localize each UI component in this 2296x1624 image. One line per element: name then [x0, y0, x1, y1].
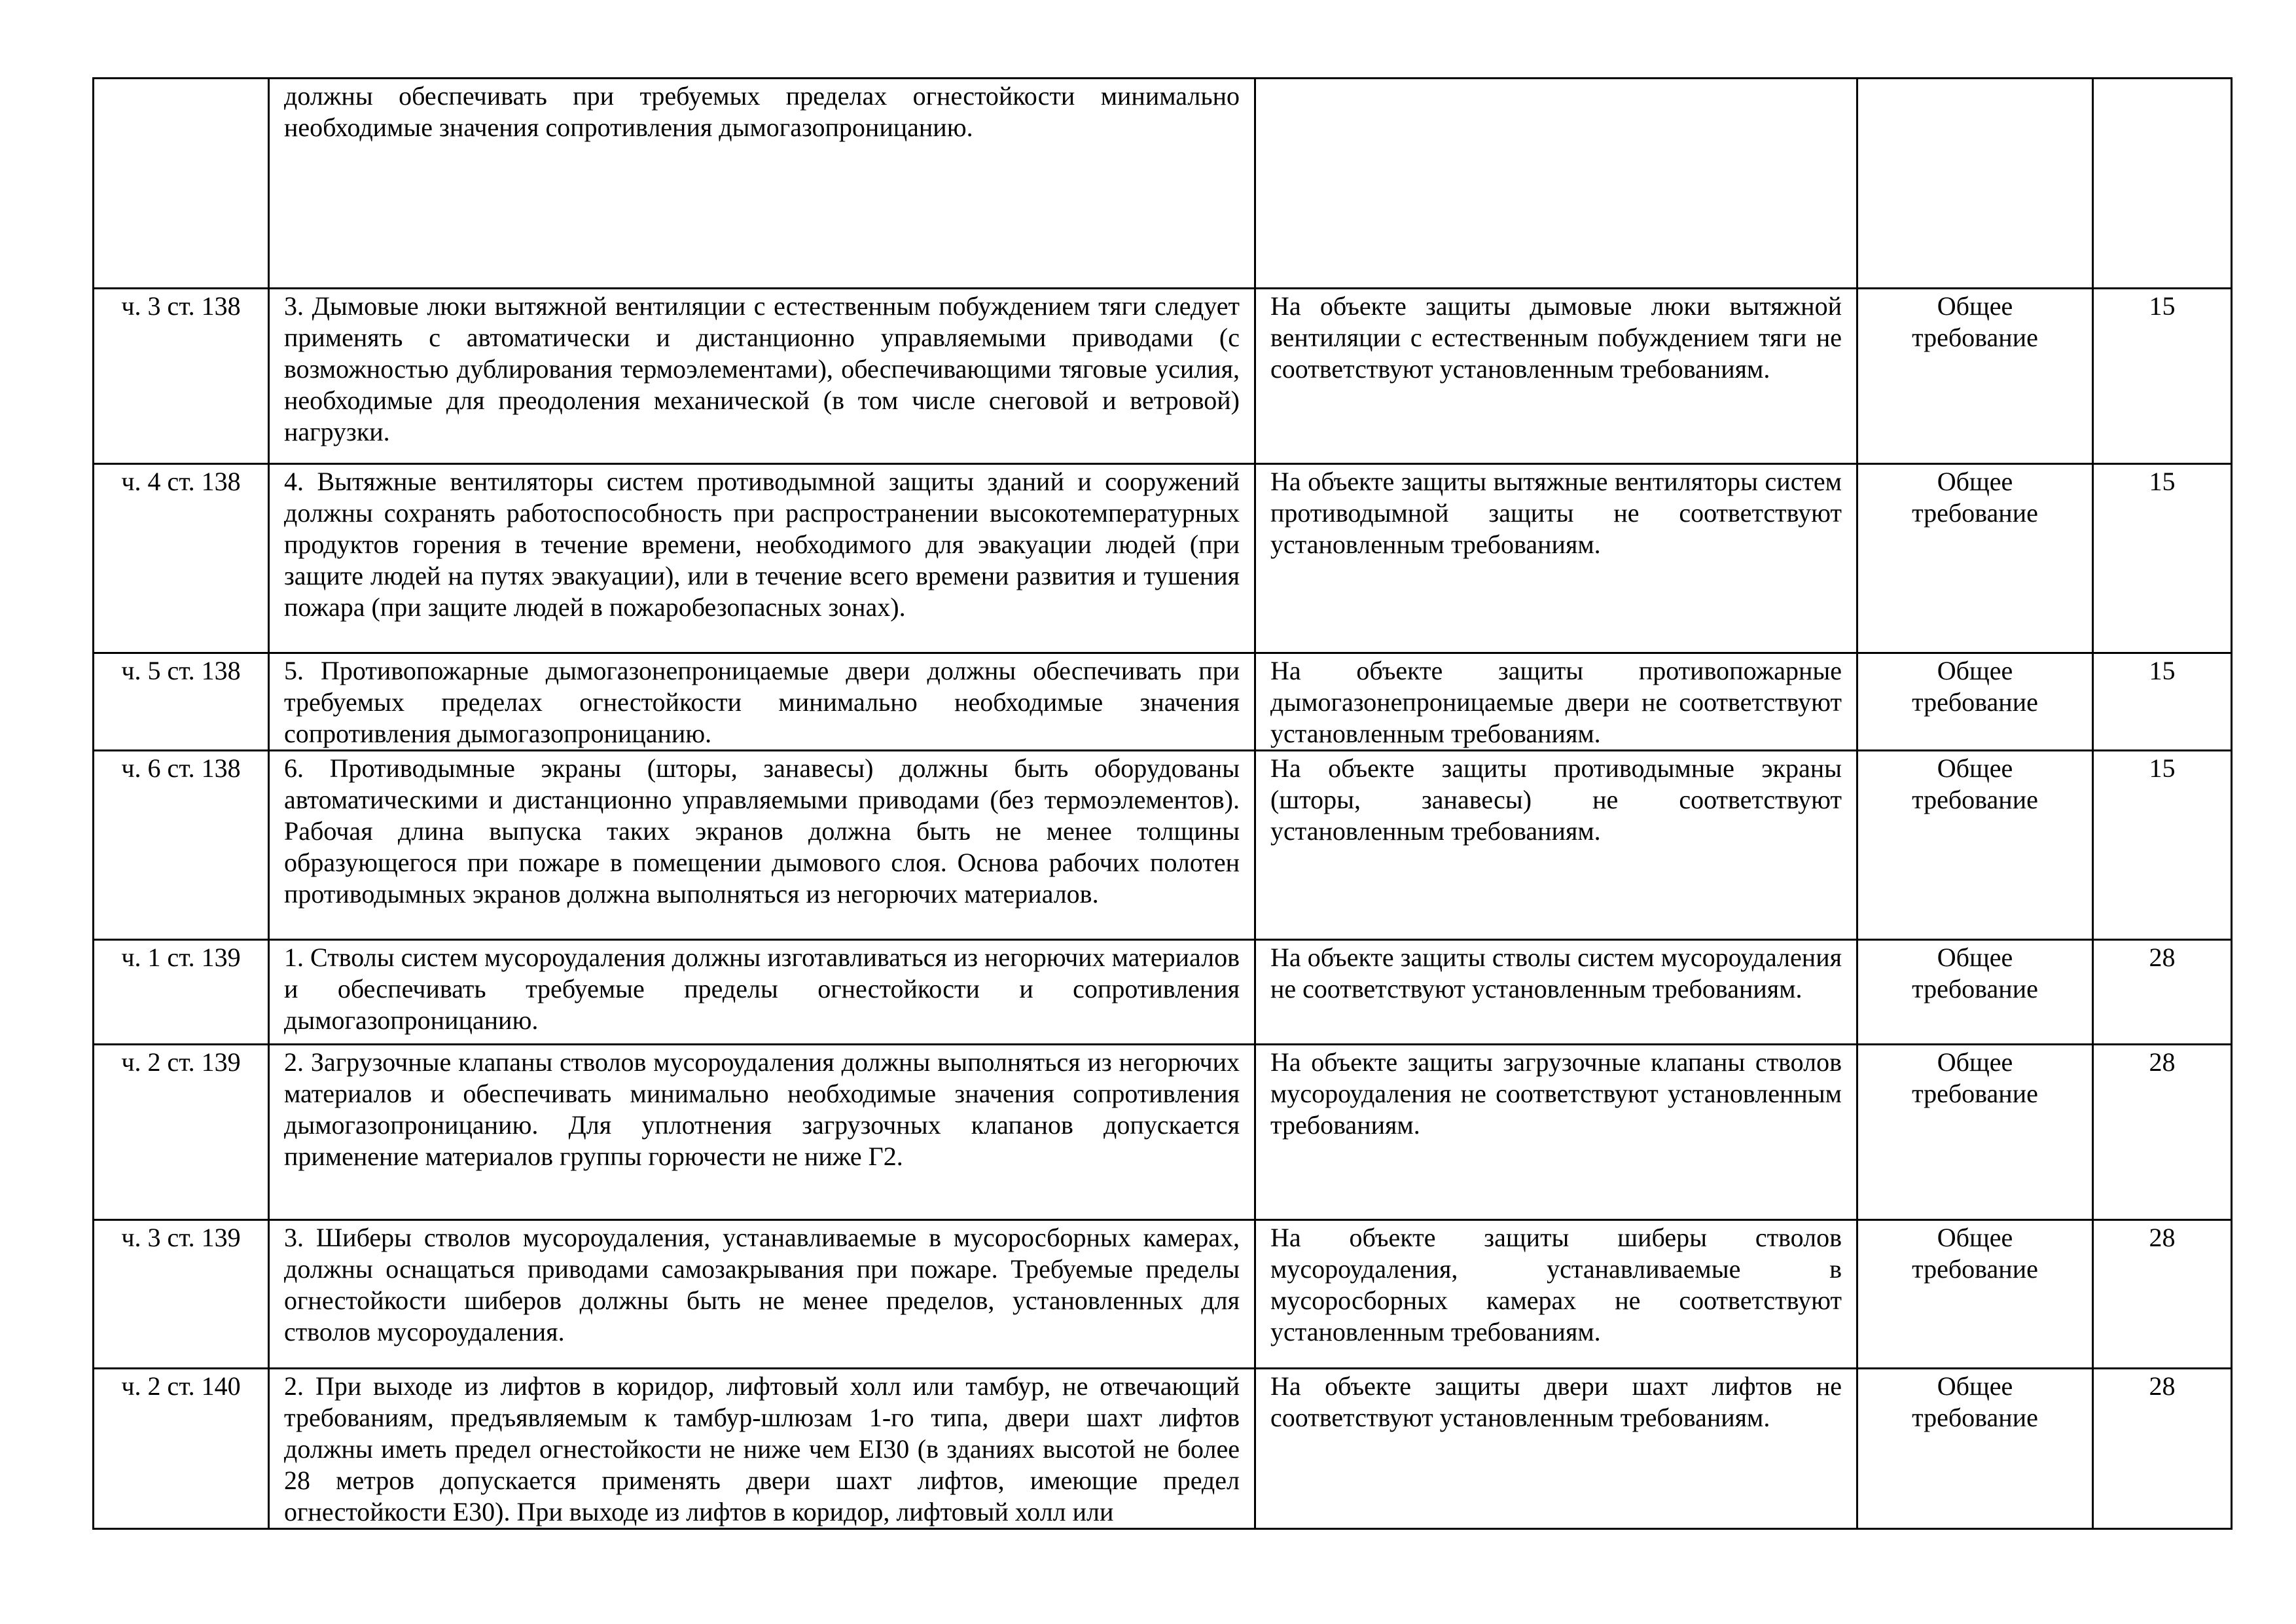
article-cell: ч. 1 ст. 139 [94, 940, 269, 1045]
article-cell: ч. 4 ст. 138 [94, 464, 269, 653]
number-cell: 28 [2093, 1045, 2232, 1220]
requirements-table [92, 77, 2233, 1530]
requirement-cell: 2. Загрузочные клапаны стволов мусороудаления должны выполняться из негорючих материалов и обеспечивать минимально необходимые значения сопротивления дымогазопроницанию. Для уплотнения загрузочных клапанов допускается применение материалов группы горючести не ниже Г2. [269, 1045, 1255, 1220]
number-cell: 15 [2093, 751, 2232, 940]
table-row [94, 464, 2232, 653]
number-cell [2093, 79, 2232, 289]
table-row [94, 79, 2232, 289]
number-cell: 15 [2093, 464, 2232, 653]
requirement-cell: 4. Вытяжные вентиляторы систем противодымной защиты зданий и сооружений должны сохранять работоспособность при распространении высокотемпературных продуктов горения в течение времени, необходимого для эвакуации людей (при защите людей на путях эвакуации), или в течение всего времени развития и тушения пожара (при защите людей в пожаробезопасных зонах). [269, 464, 1255, 653]
finding-cell: На объекте защиты шиберы стволов мусороудаления, устанавливаемые в мусоросборных камерах не соответствуют установленным требованиям. [1255, 1220, 1857, 1369]
type-cell: Общее требование [1857, 940, 2093, 1045]
article-cell: ч. 3 ст. 138 [94, 289, 269, 464]
number-cell: 15 [2093, 289, 2232, 464]
type-cell: Общее требование [1857, 1045, 2093, 1220]
number-cell: 15 [2093, 653, 2232, 751]
number-cell: 28 [2093, 1220, 2232, 1369]
number-cell: 28 [2093, 940, 2232, 1045]
requirement-cell: 3. Шиберы стволов мусороудаления, устанавливаемые в мусоросборных камерах, должны оснащаться приводами самозакрывания при пожаре. Требуемые пределы огнестойкости шиберов должны быть не менее пределов, установленных для стволов мусороудаления. [269, 1220, 1255, 1369]
finding-cell: На объекте защиты загрузочные клапаны стволов мусороудаления не соответствуют установленным требованиям. [1255, 1045, 1857, 1220]
article-cell: ч. 6 ст. 138 [94, 751, 269, 940]
finding-cell: На объекте защиты вытяжные вентиляторы систем противодымной защиты не соответствуют установленным требованиям. [1255, 464, 1857, 653]
type-cell: Общее требование [1857, 1369, 2093, 1529]
finding-cell [1255, 79, 1857, 289]
article-cell: ч. 5 ст. 138 [94, 653, 269, 751]
requirement-cell: 3. Дымовые люки вытяжной вентиляции с естественным побуждением тяги следует применять с автоматически и дистанционно управляемыми приводами (с возможностью дублирования термоэлементами), обеспечивающими тяговые усилия, необходимые для преодоления механической (в том числе снеговой и ветровой) нагрузки. [269, 289, 1255, 464]
table-row [94, 1045, 2232, 1220]
finding-cell: На объекте защиты дымовые люки вытяжной вентиляции с естественным побуждением тяги не соответствуют установленным требованиям. [1255, 289, 1857, 464]
requirement-cell: 2. При выходе из лифтов в коридор, лифтовый холл или тамбур, не отвечающий требованиям, предъявляемым к тамбур-шлюзам 1-го типа, двери шахт лифтов должны иметь предел огнестойкости не ниже чем EI30 (в зданиях высотой не более 28 метров допускается применять двери шахт лифтов, имеющие предел огнестойкости E30). При выходе из лифтов в коридор, лифтовый холл или [269, 1369, 1255, 1529]
requirement-cell: 1. Стволы систем мусороудаления должны изготавливаться из негорючих материалов и обеспечивать требуемые пределы огнестойкости и сопротивления дымогазопроницанию. [269, 940, 1255, 1045]
requirement-cell: 5. Противопожарные дымогазонепроницаемые двери должны обеспечивать при требуемых пределах огнестойкости минимально необходимые значения сопротивления дымогазопроницанию. [269, 653, 1255, 751]
table-row [94, 289, 2232, 464]
table-row [94, 751, 2232, 940]
finding-cell: На объекте защиты двери шахт лифтов не соответствуют установленным требованиям. [1255, 1369, 1857, 1529]
type-cell [1857, 79, 2093, 289]
requirement-cell: 6. Противодымные экраны (шторы, занавесы) должны быть оборудованы автоматическими и дистанционно управляемыми приводами (без термоэлементов). Рабочая длина выпуска таких экранов должна быть не менее толщины образующегося при пожаре в помещении дымового слоя. Основа рабочих полотен противодымных экранов должна выполняться из негорючих материалов. [269, 751, 1255, 940]
number-cell: 28 [2093, 1369, 2232, 1529]
article-cell: ч. 3 ст. 139 [94, 1220, 269, 1369]
finding-cell: На объекте защиты стволы систем мусороудаления не соответствуют установленным требованиям. [1255, 940, 1857, 1045]
table-row [94, 653, 2232, 751]
table-row [94, 1369, 2232, 1529]
article-cell: ч. 2 ст. 139 [94, 1045, 269, 1220]
type-cell: Общее требование [1857, 1220, 2093, 1369]
type-cell: Общее требование [1857, 751, 2093, 940]
type-cell: Общее требование [1857, 464, 2093, 653]
type-cell: Общее требование [1857, 289, 2093, 464]
article-cell [94, 79, 269, 289]
table-row [94, 1220, 2232, 1369]
finding-cell: На объекте защиты противодымные экраны (шторы, занавесы) не соответствуют установленным требованиям. [1255, 751, 1857, 940]
requirement-cell: должны обеспечивать при требуемых пределах огнестойкости минимально необходимые значения сопротивления дымогазопроницанию. [269, 79, 1255, 289]
table-row [94, 940, 2232, 1045]
type-cell: Общее требование [1857, 653, 2093, 751]
article-cell: ч. 2 ст. 140 [94, 1369, 269, 1529]
finding-cell: На объекте защиты противопожарные дымогазонепроницаемые двери не соответствуют установленным требованиям. [1255, 653, 1857, 751]
